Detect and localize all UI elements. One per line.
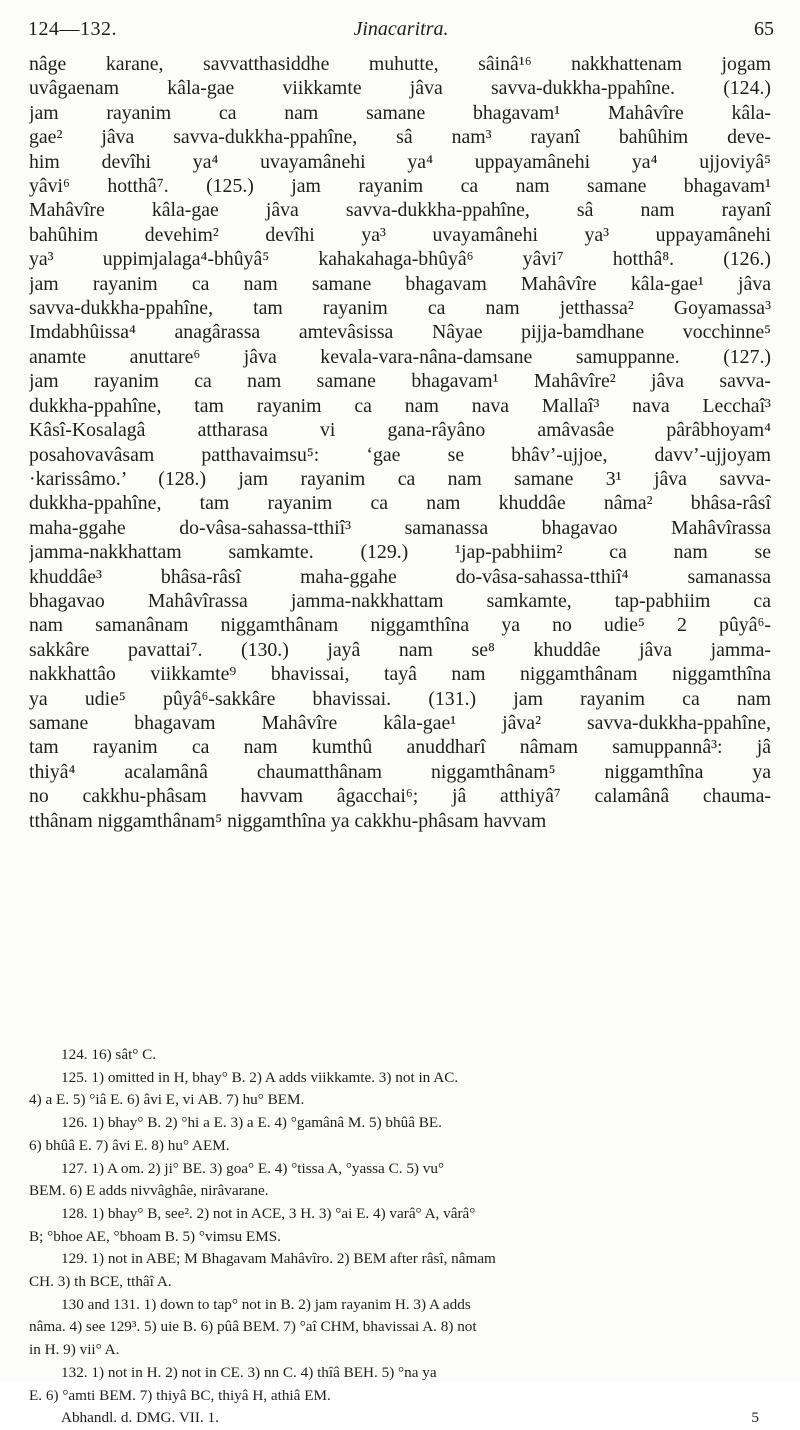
text-line: ya³ uppimjalaga⁴-bhûyâ⁵ kahakahaga-bhûyâ⁶ yâvi⁷ hotthâ⁸. (126.) — [29, 248, 771, 271]
footnote-line: 127. 1) A om. 2) ji° BE. 3) goa° E. 4) °tissa A, °yassa C. 5) vu° — [61, 1159, 445, 1177]
footnote-line: CH. 3) th BCE, tthâî A. — [29, 1273, 172, 1291]
text-line: yâvi⁶ hotthâ⁷. (125.) jam rayanim ca nam samane bhagavam¹ — [29, 175, 771, 198]
text-line: jam rayanim ca nam samane bhagavam¹ Mahâvîre² jâva savva- — [29, 370, 771, 393]
text-line: sakkâre pavattai⁷. (130.) jayâ nam se⁸ khuddâe jâva jamma- — [29, 638, 771, 661]
footnote-line: nâma. 4) see 129³. 5) uie B. 6) pûâ BEM. 7) °aî CHM, bhavissai A. 8) not — [29, 1318, 477, 1336]
text-line: anamte anuttare⁶ jâva kevala-vara-nâna-damsane samuppanne. (127.) — [29, 345, 771, 368]
text-line: jam rayanim ca nam samane bhagavam¹ Mahâvîre kâla- — [29, 101, 771, 124]
text-line: maha-ggahe do-vâsa-sahassa-tthiî³ samanassa bhagavao Mahâvîrassa — [29, 516, 771, 539]
footnote-line: BEM. 6) E adds nivvâghâe, nirâvarane. — [29, 1182, 269, 1200]
footnotes — [29, 1044, 771, 1430]
printer-signature — [29, 1407, 771, 1430]
text-line: Mahâvîre kâla-gae jâva savva-dukkha-ppahîne, sâ nam rayanî — [29, 199, 771, 222]
footnote-line: 130 and 131. 1) down to tap° not in B. 2) jam rayanim H. 3) A adds — [61, 1295, 471, 1313]
footnote-line: E. 6) °amti BEM. 7) thiyâ BC, thiyâ H, athiâ EM. — [29, 1386, 331, 1404]
text-line: Imdabhûissa⁴ anagârassa amtevâsissa Nâyae pijja-bamdhane vocchinne⁵ — [29, 321, 771, 344]
running-header — [28, 18, 774, 48]
text-line: gae² jâva savva-dukkha-ppahîne, sâ nam³ rayanî bahûhim deve- — [29, 126, 771, 149]
text-line: tthânam niggamthânam⁵ niggamthîna ya cakkhu-phâsam havvam — [29, 809, 547, 832]
text-line: ya udie⁵ pûyâ⁶-sakkâre bhavissai. (131.) jam rayanim ca nam — [29, 687, 771, 710]
text-line: bhagavao Mahâvîrassa jamma-nakkhattam samkamte, tap-pabhiim ca — [29, 589, 771, 612]
footnote-line: 126. 1) bhay° B. 2) °hi a E. 3) a E. 4) °gamânâ M. 5) bhûâ BE. — [61, 1114, 442, 1132]
footnote-line: 132. 1) not in H. 2) not in CE. 3) nn C. 4) thîâ BEH. 5) °na ya — [61, 1363, 437, 1381]
text-line: nakkhattâo viikkamte⁹ bhavissai, tayâ nam niggamthânam niggamthîna — [29, 663, 771, 686]
header-paragraph-range: 124—132. — [28, 18, 117, 40]
header-title: Jinacaritra. — [353, 18, 449, 40]
text-line: jamma-nakkhattam samkamte. (129.) ¹jap-pabhiim² ca nam se — [29, 541, 771, 564]
footnote-line: 124. 16) sât° C. — [61, 1046, 157, 1063]
text-line: thiyâ⁴ acalamânâ chaumatthânam niggamthânam⁵ niggamthîna ya — [29, 760, 771, 783]
footnote-line: in H. 9) vii° A. — [29, 1341, 120, 1359]
text-line: khuddâe³ bhâsa-râsî maha-ggahe do-vâsa-sahassa-tthiî⁴ samanassa — [29, 565, 771, 588]
text-line: samane bhagavam Mahâvîre kâla-gae¹ jâva² savva-dukkha-ppahîne, — [29, 711, 771, 734]
text-line: jam rayanim ca nam samane bhagavam Mahâvîre kâla-gae¹ jâva — [29, 272, 771, 295]
text-line: no cakkhu-phâsam havvam âgacchai⁶; jâ atthiyâ⁷ calamânâ chauma- — [29, 785, 771, 808]
text-line: bahûhim devehim² devîhi ya³ uvayamânehi ya³ uppayamânehi — [29, 223, 771, 246]
text-line: posahovavâsam patthavaimsu⁵: ‘gae se bhâv’-ujjoe, davv’-ujjoyam — [29, 443, 771, 466]
text-line: Kâsî-Kosalagâ attharasa vi gana-râyâno amâvasâe pârâbhoyam⁴ — [29, 419, 771, 442]
signature-number: 5 — [751, 1409, 759, 1427]
footnote-line: 125. 1) omitted in H, bhay° B. 2) A adds viikkamte. 3) not in AC. — [61, 1068, 459, 1086]
text-line: nâge karane, savvatthasiddhe muhutte, sâinâ¹⁶ nakkhattenam jogam — [29, 53, 771, 75]
header-page-number: 65 — [754, 18, 774, 40]
text-line: nam samanânam niggamthânam niggamthîna ya no udie⁵ 2 pûyâ⁶- — [29, 614, 771, 637]
text-line: dukkha-ppahîne, tam rayanim ca nam khuddâe nâma² bhâsa-râsî — [29, 492, 771, 515]
main-text — [29, 52, 771, 833]
footnote-line: 129. 1) not in ABE; M Bhagavam Mahâvîro. 2) BEM after râsî, nâmam — [61, 1250, 496, 1268]
text-line: tam rayanim ca nam kumthû anuddharî nâmam samuppannâ³: jâ — [29, 736, 771, 759]
text-line: savva-dukkha-ppahîne, tam rayanim ca nam jetthassa² Goyamassa³ — [29, 297, 771, 320]
text-line: dukkha-ppahîne, tam rayanim ca nam nava Mallaî³ nava Lecchaî³ — [29, 394, 771, 417]
footnote-line: B; °bhoe AE, °bhoam B. 5) °vimsu EMS. — [29, 1227, 281, 1245]
text-line: uvâgaenam kâla-gae viikkamte jâva savva-dukkha-ppahîne. (124.) — [29, 77, 771, 100]
text-line: ·karissâmo.’ (128.) jam rayanim ca nam samane 3¹ jâva savva- — [29, 467, 771, 490]
footnote-line: 128. 1) bhay° B, see². 2) not in ACE, 3 H. 3) °ai E. 4) varâ° A, vârâ° — [61, 1204, 476, 1222]
footnote-line: 4) a E. 5) °iâ E. 6) âvi E, vi AB. 7) hu° BEM. — [29, 1091, 305, 1109]
signature-text: Abhandl. d. DMG. VII. 1. — [61, 1409, 219, 1427]
footnote-line: 6) bhûâ E. 7) âvi E. 8) hu° AEM. — [29, 1136, 230, 1154]
text-line: him devîhi ya⁴ uvayamânehi ya⁴ uppayamânehi ya⁴ ujjoviyâ⁵ — [29, 150, 771, 173]
